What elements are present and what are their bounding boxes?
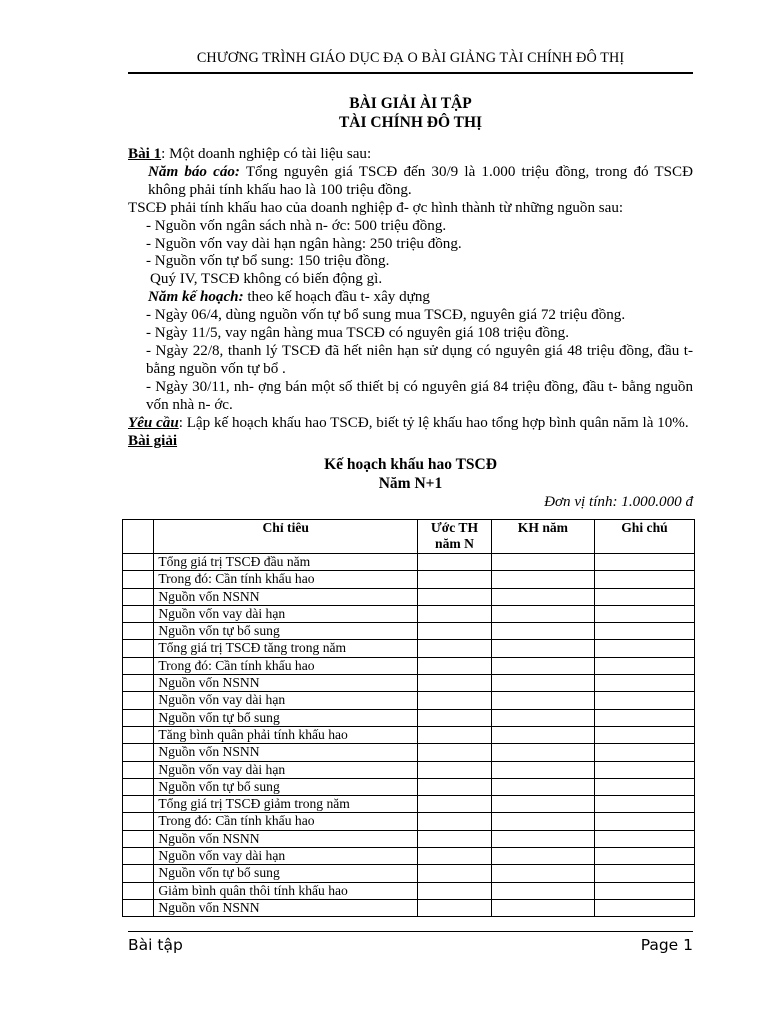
row-index-cell [123, 796, 154, 813]
row-index-cell [123, 571, 154, 588]
value-cell [491, 899, 594, 916]
table-row [123, 640, 695, 657]
depreciation-plan-table [122, 519, 695, 917]
footer-divider [128, 931, 693, 932]
value-cell [594, 571, 694, 588]
value-cell [418, 761, 492, 778]
value-cell [594, 605, 694, 622]
value-cell [594, 554, 694, 571]
exercise-heading [128, 146, 693, 164]
value-cell [491, 848, 594, 865]
table-header-row [123, 520, 695, 554]
row-label: Nguồn vốn vay dài hạn [154, 692, 418, 709]
report-year-text: Tổng nguyên giá TSCĐ đến 30/9 là 1.000 triệu đồng, trong đó TSCĐ không phải tính khấu hao là 100 triệu đồng. [148, 163, 693, 198]
value-cell [418, 709, 492, 726]
value-cell [491, 744, 594, 761]
value-cell [418, 657, 492, 674]
value-cell [594, 623, 694, 640]
value-cell [418, 554, 492, 571]
row-label: Nguồn vốn NSNN [154, 675, 418, 692]
table-row [123, 605, 695, 622]
row-label: Tổng giá trị TSCĐ tăng trong năm [154, 640, 418, 657]
row-label: Nguồn vốn vay dài hạn [154, 761, 418, 778]
source-item: - Nguồn vốn vay dài hạn ngân hàng: 250 triệu đồng. [146, 235, 462, 252]
table-row [123, 882, 695, 899]
table-title: Kế hoạch khấu hao TSCĐ [324, 456, 497, 474]
row-index-cell [123, 882, 154, 899]
row-label: Nguồn vốn tự bổ sung [154, 709, 418, 726]
row-label: Nguồn vốn tự bổ sung [154, 865, 418, 882]
value-cell [594, 675, 694, 692]
unit-label: Đơn vị tính: 1.000.000 đ [544, 494, 693, 511]
column-header: Chỉ tiêu [154, 520, 418, 554]
table-row [123, 761, 695, 778]
row-label: Nguồn vốn tự bổ sung [154, 778, 418, 795]
table-row [123, 571, 695, 588]
value-cell [491, 640, 594, 657]
value-cell [491, 657, 594, 674]
q4-note: Quý IV, TSCĐ không có biến động gì. [150, 271, 383, 288]
table-row [123, 796, 695, 813]
solution-heading: Bài giải [128, 432, 178, 449]
value-cell [491, 623, 594, 640]
header-divider [128, 72, 693, 74]
source-item: - Nguồn vốn ngân sách nhà n- ớc: 500 triệu đồng. [146, 217, 447, 234]
value-cell [491, 588, 594, 605]
value-cell [491, 709, 594, 726]
table-row [123, 554, 695, 571]
table-row [123, 675, 695, 692]
value-cell [491, 882, 594, 899]
table-row [123, 744, 695, 761]
requirement-paragraph [128, 415, 693, 433]
value-cell [594, 848, 694, 865]
row-index-cell [123, 726, 154, 743]
table-row [123, 865, 695, 882]
value-cell [594, 588, 694, 605]
plan-year-paragraph [128, 289, 693, 307]
row-label: Tổng giá trị TSCĐ giảm trong năm [154, 796, 418, 813]
value-cell [491, 605, 594, 622]
row-index-cell [123, 813, 154, 830]
row-label: Nguồn vốn NSNN [154, 830, 418, 847]
row-label: Nguồn vốn tự bổ sung [154, 623, 418, 640]
table-row [123, 848, 695, 865]
value-cell [594, 899, 694, 916]
value-cell [594, 657, 694, 674]
value-cell [418, 813, 492, 830]
table-row [123, 588, 695, 605]
row-label: Nguồn vốn vay dài hạn [154, 848, 418, 865]
source-item: - Nguồn vốn tự bổ sung: 150 triệu đồng. [146, 253, 390, 270]
table-row [123, 899, 695, 916]
value-cell [418, 899, 492, 916]
table-row [123, 692, 695, 709]
report-year-paragraph [128, 164, 693, 200]
row-index-cell [123, 554, 154, 571]
value-cell [491, 726, 594, 743]
row-label: Tăng bình quân phải tính khấu hao [154, 726, 418, 743]
table-row [123, 778, 695, 795]
table-subtitle: Năm N+1 [378, 475, 443, 493]
requirement-text: : Lập kế hoạch khấu hao TSCĐ, biết tỷ lệ khấu hao tổng hợp bình quân năm là 10%. [178, 414, 689, 431]
row-label: Nguồn vốn NSNN [154, 899, 418, 916]
column-header: Ghi chú [594, 520, 694, 554]
column-header: KH năm [491, 520, 594, 554]
row-index-cell [123, 640, 154, 657]
value-cell [594, 726, 694, 743]
row-index-cell [123, 865, 154, 882]
row-index-cell [123, 623, 154, 640]
report-year-label: Năm báo cáo: [148, 163, 240, 180]
value-cell [594, 796, 694, 813]
row-label: Nguồn vốn vay dài hạn [154, 605, 418, 622]
table-body [123, 554, 695, 917]
row-index-cell [123, 657, 154, 674]
row-index-cell [123, 709, 154, 726]
value-cell [491, 675, 594, 692]
table-row [123, 813, 695, 830]
plan-item: - Ngày 30/11, nh- ợng bán một số thiết bị có nguyên giá 84 triệu đồng, đầu t- bằng nguồn vốn nhà n- ớc. [146, 378, 693, 413]
value-cell [491, 692, 594, 709]
row-index-cell [123, 692, 154, 709]
value-cell [418, 571, 492, 588]
row-label: Nguồn vốn NSNN [154, 588, 418, 605]
sources-intro: TSCĐ phải tính khấu hao của doanh nghiệp đ- ợc hình thành từ những nguồn sau: [128, 199, 624, 216]
value-cell [418, 692, 492, 709]
row-index-cell [123, 675, 154, 692]
value-cell [418, 588, 492, 605]
plan-item: - Ngày 06/4, dùng nguồn vốn tự bổ sung mua TSCĐ, nguyên giá 72 triệu đồng. [146, 307, 626, 324]
row-index-cell [123, 744, 154, 761]
value-cell [594, 882, 694, 899]
value-cell [418, 778, 492, 795]
row-label: Giảm bình quân thôi tính khấu hao [154, 882, 418, 899]
row-label: Trong đó: Cần tính khấu hao [154, 813, 418, 830]
value-cell [418, 675, 492, 692]
value-cell [491, 554, 594, 571]
requirement-label: Yêu cầu [128, 414, 179, 431]
row-index-cell [123, 830, 154, 847]
table-row [123, 623, 695, 640]
row-label: Trong đó: Cần tính khấu hao [154, 657, 418, 674]
document-title-line1: BÀI GIẢI ÀI TẬP [349, 95, 472, 112]
row-index-cell [123, 605, 154, 622]
value-cell [491, 865, 594, 882]
value-cell [418, 744, 492, 761]
column-header [123, 520, 154, 554]
plan-year-label: Năm kế hoạch: [148, 289, 244, 306]
value-cell [594, 813, 694, 830]
value-cell [418, 882, 492, 899]
value-cell [418, 726, 492, 743]
value-cell [491, 761, 594, 778]
value-cell [418, 623, 492, 640]
table-row [123, 657, 695, 674]
value-cell [594, 692, 694, 709]
row-label: Tổng giá trị TSCĐ đầu năm [154, 554, 418, 571]
page-number: Page 1 [640, 936, 693, 954]
value-cell [491, 830, 594, 847]
value-cell [418, 865, 492, 882]
row-index-cell [123, 778, 154, 795]
table-row [123, 830, 695, 847]
value-cell [594, 761, 694, 778]
document-title-line2: TÀI CHÍNH ĐÔ THỊ [338, 114, 483, 131]
value-cell [594, 865, 694, 882]
value-cell [491, 796, 594, 813]
value-cell [491, 778, 594, 795]
running-header: CHƯƠNG TRÌNH GIÁO DỤC ĐẠ O BÀI GIẢNG TÀI CHÍNH ĐÔ THỊ [196, 50, 625, 66]
table-row [123, 709, 695, 726]
value-cell [418, 796, 492, 813]
value-cell [594, 744, 694, 761]
footer-left-label: Bài tập [128, 936, 183, 954]
exercise-intro: : Một doanh nghiệp có tài liệu sau: [161, 146, 372, 162]
column-header: Ước TH năm N [418, 520, 492, 554]
row-label: Trong đó: Cần tính khấu hao [154, 571, 418, 588]
value-cell [418, 848, 492, 865]
exercise-body [128, 146, 693, 512]
value-cell [491, 571, 594, 588]
plan-year-text: theo kế hoạch đầu t- xây dựng [243, 289, 430, 306]
table-row [123, 726, 695, 743]
row-label: Nguồn vốn NSNN [154, 744, 418, 761]
plan-item: - Ngày 22/8, thanh lý TSCĐ đã hết niên hạn sử dụng có nguyên giá 48 triệu đồng, đầu t- bằng nguồn vốn tự bổ . [146, 342, 693, 377]
value-cell [594, 640, 694, 657]
value-cell [594, 709, 694, 726]
exercise-label: Bài 1 [128, 146, 162, 162]
plan-item: - Ngày 11/5, vay ngân hàng mua TSCĐ có nguyên giá 108 triệu đồng. [146, 325, 569, 342]
row-index-cell [123, 899, 154, 916]
row-index-cell [123, 761, 154, 778]
value-cell [418, 830, 492, 847]
value-cell [418, 605, 492, 622]
value-cell [418, 640, 492, 657]
value-cell [491, 813, 594, 830]
row-index-cell [123, 588, 154, 605]
value-cell [594, 778, 694, 795]
row-index-cell [123, 848, 154, 865]
value-cell [594, 830, 694, 847]
